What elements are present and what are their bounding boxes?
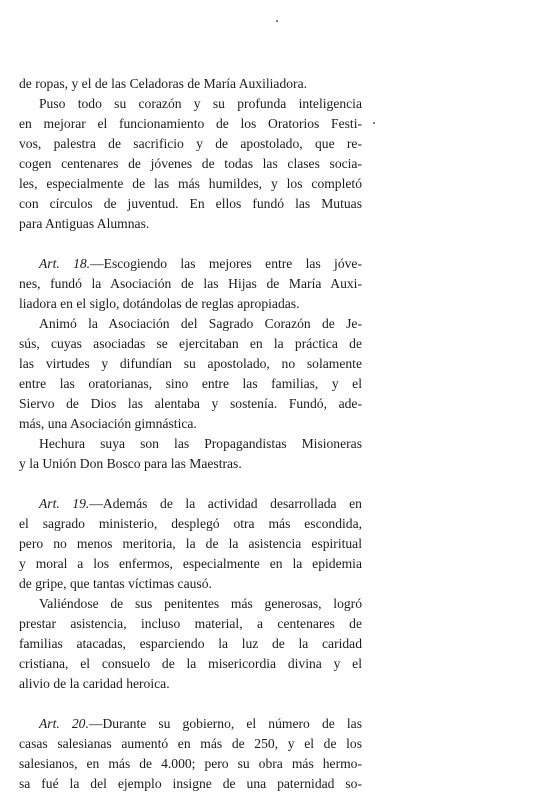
text-line-fragment: —Escogiendo las mejores entre las jóve- <box>90 256 362 271</box>
text-line: cristiana, el consuelo de la misericordia divina y el <box>19 656 362 671</box>
article-18-label: Art. 18. <box>39 256 91 271</box>
text-line: prestar asistencia, incluso material, a centenares de <box>19 616 362 631</box>
article-20-label: Art. 20. <box>39 716 89 731</box>
ink-speck-margin <box>373 122 375 124</box>
section-gap <box>19 234 362 254</box>
text-line-fragment: —Además de la actividad desarrollada en <box>89 496 362 511</box>
text-line: salesianos, en más de 4.000; pero su obra más hermo- <box>19 756 362 771</box>
text-line: casas salesianas aumentó en más de 250, y el de los <box>19 736 362 751</box>
section-gap <box>19 694 362 714</box>
text-line: y la Unión Don Bosco para las Maestras. <box>19 456 242 471</box>
ink-speck-top <box>276 20 278 22</box>
article-19-label: Art. 19. <box>39 496 90 511</box>
text-line: nes, fundó la Asociación de las Hijas de María Auxi- <box>19 276 362 291</box>
text-line: de gripe, que tantas víctimas causó. <box>19 576 212 591</box>
text-line: de ropas, y el de las Celadoras de María Auxiliadora. <box>19 76 308 91</box>
text-line: y moral a los enfermos, especialmente en la epidemia <box>19 556 362 571</box>
text-line: sús, cuyas asociadas se ejercitaban en la práctica de <box>19 336 362 351</box>
text-line: más, una Asociación gimnástica. <box>19 416 197 431</box>
text-line: vos, palestra de sacrificio y de apostolado, que re- <box>19 136 362 151</box>
text-line: sa fué la del ejemplo insigne de una paternidad so- <box>19 776 362 791</box>
text-line: Animó la Asociación del Sagrado Corazón de Je- <box>39 316 362 331</box>
article-18-first-line <box>19 254 362 274</box>
text-line: con círculos de juventud. En ellos fundó las Mutuas <box>19 196 362 211</box>
section-gap <box>19 474 362 494</box>
text-line: Hechura suya son las Propagandistas Misioneras <box>39 436 362 451</box>
text-line: en mejorar el funcionamiento de los Oratorios Festi- <box>19 116 362 131</box>
text-line: entre las oratorianas, sino entre las familias, y el <box>19 376 362 391</box>
text-line: familias atacadas, esparciendo la luz de la caridad <box>19 636 362 651</box>
text-line: les, especialmente de las más humildes, y los completó <box>19 176 362 191</box>
book-page-text <box>19 74 362 794</box>
text-line: Puso todo su corazón y su profunda inteligencia <box>39 96 362 111</box>
text-line: las virtudes y difundían su apostolado, no solamente <box>19 356 362 371</box>
article-19-first-line <box>19 494 362 514</box>
text-line: para Antiguas Alumnas. <box>19 216 150 231</box>
article-20-first-line <box>19 714 362 734</box>
text-line-fragment: —Durante su gobierno, el número de las <box>88 716 362 731</box>
text-line: cogen centenares de jóvenes de todas las clases socia- <box>19 156 362 171</box>
text-line: liadora en el siglo, dotándolas de reglas apropiadas. <box>19 296 300 311</box>
text-line: alivio de la caridad heroica. <box>19 676 170 691</box>
text-line: Valiéndose de sus penitentes más generosas, logró <box>39 596 362 611</box>
text-line: Siervo de Dios las alentaba y sostenía. Fundó, ade- <box>19 396 362 411</box>
text-line: pero no menos meritoria, la de la asistencia espiritual <box>19 536 362 551</box>
text-line: el sagrado ministerio, desplegó otra más escondida, <box>19 516 362 531</box>
